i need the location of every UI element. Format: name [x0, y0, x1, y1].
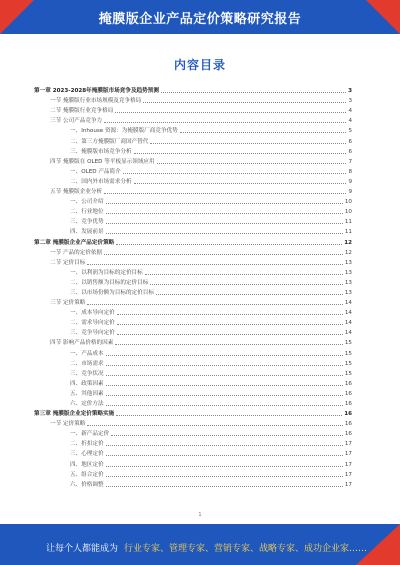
toc-leader-dots	[106, 365, 343, 366]
toc-leader-dots	[180, 132, 347, 133]
table-of-contents	[34, 84, 352, 488]
toc-entry[interactable]	[34, 407, 352, 417]
toc-leader-dots	[115, 344, 343, 345]
toc-leader-dots	[87, 425, 343, 426]
toc-entry[interactable]	[34, 155, 352, 165]
toc-leader-dots	[106, 466, 343, 467]
footer-slogan-accent: 行业专家、管理专家、营销专家、战略专家、成功企业家……	[124, 544, 368, 554]
toc-entry-page: 11	[344, 229, 352, 236]
toc-entry-page: 6	[348, 148, 352, 155]
toc-entry[interactable]	[34, 387, 352, 397]
toc-entry[interactable]	[34, 346, 352, 356]
toc-leader-dots	[134, 153, 347, 154]
toc-entry[interactable]	[34, 397, 352, 407]
toc-entry-text: 第三章 掩膜版企业定价策略实施	[34, 411, 115, 418]
toc-entry[interactable]	[34, 175, 352, 185]
toc-leader-dots	[87, 264, 343, 265]
toc-entry[interactable]	[34, 124, 352, 134]
toc-entry[interactable]	[34, 417, 352, 427]
toc-entry-text: 三、以市场份额为目标的定价目标	[70, 289, 154, 296]
report-title: 掩膜版企业产品定价策略研究报告	[98, 12, 302, 27]
toc-entry-page: 3	[348, 98, 352, 105]
toc-leader-dots	[156, 294, 343, 295]
toc-entry[interactable]	[34, 94, 352, 104]
toc-entry[interactable]	[34, 114, 352, 124]
toc-leader-dots	[150, 143, 346, 144]
toc-leader-dots	[106, 455, 343, 456]
toc-leader-dots	[117, 334, 343, 335]
toc-entry[interactable]	[34, 286, 352, 296]
page-footer	[0, 524, 400, 565]
toc-entry-text: 二、国内外市场需求分析	[70, 178, 132, 185]
toc-entry[interactable]	[34, 326, 352, 336]
toc-entry[interactable]	[34, 457, 352, 467]
toc-entry[interactable]	[34, 437, 352, 447]
toc-entry-text: 一、新产品定价	[70, 431, 110, 438]
toc-entry-text: 一节 定价策略	[50, 421, 86, 428]
toc-entry-page: 14	[344, 330, 352, 337]
toc-leader-dots	[116, 244, 342, 245]
toc-entry[interactable]	[34, 205, 352, 215]
toc-entry-page: 17	[344, 481, 352, 488]
toc-entry-page: 11	[344, 219, 352, 226]
toc-entry[interactable]	[34, 296, 352, 306]
toc-entry[interactable]	[34, 478, 352, 488]
toc-entry[interactable]	[34, 276, 352, 286]
toc-entry-text: 三、竞争状况	[70, 370, 104, 377]
toc-entry[interactable]	[34, 246, 352, 256]
toc-entry-text: 五、组合定价	[70, 471, 104, 478]
toc-leader-dots	[106, 476, 343, 477]
toc-entry-text: 四节 掩膜版在 OLED 等平板显示领域应用	[50, 158, 155, 165]
toc-entry-page: 15	[344, 360, 352, 367]
toc-entry-page: 8	[348, 168, 352, 175]
toc-entry-page: 13	[344, 279, 352, 286]
toc-entry-page: 14	[344, 300, 352, 307]
toc-entry-text: 二、以销售额为目标的定价目标	[70, 279, 149, 286]
toc-entry-text: 三节 公司产品竞争力	[50, 118, 103, 125]
toc-leader-dots	[106, 355, 343, 356]
toc-leader-dots	[134, 183, 347, 184]
toc-entry-page: 9	[348, 178, 352, 185]
toc-entry-text: 一、产品成本	[70, 350, 104, 357]
toc-entry[interactable]	[34, 225, 352, 235]
toc-entry-page: 15	[344, 350, 352, 357]
toc-leader-dots	[150, 284, 343, 285]
toc-entry-text: 第二章 掩膜版企业产品定价策略	[34, 239, 115, 246]
toc-entry-page: 13	[344, 269, 352, 276]
toc-leader-dots	[123, 173, 347, 174]
toc-entry-page: 17	[344, 451, 352, 458]
toc-entry-text: 三、竞争导向定价	[70, 330, 115, 337]
toc-entry-text: 五节 掩膜版企业分析	[50, 189, 103, 196]
toc-entry-text: 四、地区定价	[70, 461, 104, 468]
toc-entry[interactable]	[34, 367, 352, 377]
footer-slogan	[46, 541, 367, 554]
toc-leader-dots	[87, 304, 343, 305]
toc-entry[interactable]	[34, 195, 352, 205]
toc-leader-dots	[106, 223, 343, 224]
toc-leader-dots	[106, 395, 343, 396]
toc-entry[interactable]	[34, 468, 352, 478]
toc-entry[interactable]	[34, 165, 352, 175]
toc-entry-page: 16	[344, 411, 352, 418]
toc-entry-page: 13	[344, 289, 352, 296]
toc-leader-dots	[106, 203, 343, 204]
toc-leader-dots	[106, 375, 343, 376]
toc-leader-dots	[106, 385, 343, 386]
toc-entry-text: 四、发展前景	[70, 229, 104, 236]
toc-leader-dots	[111, 435, 343, 436]
toc-leader-dots	[104, 122, 346, 123]
toc-entry[interactable]	[34, 215, 352, 225]
toc-entry-text: 二、市场需求	[70, 360, 104, 367]
toc-entry-text: 三、心理定价	[70, 451, 104, 458]
toc-entry-text: 一节 产品的定价依据	[50, 249, 103, 256]
toc-entry-page: 6	[348, 138, 352, 145]
toc-entry[interactable]	[34, 84, 352, 94]
toc-entry-text: 第一章 2023-2028年掩膜版市场竞争及趋势预测	[34, 88, 159, 95]
toc-entry-page: 16	[344, 431, 352, 438]
toc-entry-page: 16	[344, 401, 352, 407]
toc-entry-page: 14	[344, 320, 352, 327]
toc-leader-dots	[106, 213, 343, 214]
toc-entry-text: 一、公司介绍	[70, 199, 104, 206]
toc-entry-page: 4	[348, 108, 352, 115]
toc-entry-text: 一、以利润为目标的定价目标	[70, 269, 143, 276]
toc-entry[interactable]	[34, 447, 352, 457]
toc-leader-dots	[145, 274, 343, 275]
toc-entry-text: 三、竞争优势	[70, 219, 104, 226]
toc-entry-page: 4	[348, 118, 352, 125]
toc-entry-text: 五、其他因素	[70, 390, 104, 397]
toc-entry-page: 3	[348, 88, 352, 95]
toc-leader-dots	[106, 233, 343, 234]
toc-leader-dots	[106, 486, 343, 487]
toc-entry-text: 六、定价方法	[70, 401, 104, 407]
toc-entry-page: 13	[344, 259, 352, 266]
toc-leader-dots	[116, 415, 342, 416]
toc-entry-page: 9	[348, 189, 352, 196]
toc-entry[interactable]	[34, 357, 352, 367]
toc-entry[interactable]	[34, 104, 352, 114]
toc-entry-page: 7	[348, 158, 352, 165]
toc-leader-dots	[104, 254, 343, 255]
toc-entry-page: 17	[344, 461, 352, 468]
toc-entry[interactable]	[34, 316, 352, 326]
toc-entry[interactable]	[34, 266, 352, 276]
toc-leader-dots	[117, 314, 343, 315]
page-number: 1	[198, 512, 202, 518]
toc-entry-page: 12	[344, 249, 352, 256]
toc-entry[interactable]	[34, 134, 352, 144]
toc-entry-page: 14	[344, 310, 352, 317]
page-header	[0, 0, 400, 34]
toc-entry-page: 17	[344, 471, 352, 478]
toc-entry[interactable]	[34, 427, 352, 437]
toc-entry[interactable]	[34, 235, 352, 245]
toc-entry-text: 四、政策因素	[70, 380, 104, 387]
toc-entry-text: 一、成本导向定价	[70, 310, 115, 317]
toc-entry-text: 二、行业地位	[70, 209, 104, 216]
toc-entry-text: 一节 掩膜版行业市场规模及竞争格局	[50, 98, 142, 105]
toc-entry-text: 三节 定价策略	[50, 300, 86, 307]
toc-entry[interactable]	[34, 185, 352, 195]
toc-entry[interactable]	[34, 377, 352, 387]
toc-entry-page: 17	[344, 441, 352, 448]
toc-entry-text: 二节 定价目标	[50, 259, 86, 266]
toc-leader-dots	[157, 163, 347, 164]
toc-entry-page: 12	[344, 239, 352, 246]
toc-entry-page: 10	[344, 199, 352, 206]
toc-leader-dots	[161, 92, 346, 93]
toc-entry-page: 16	[344, 390, 352, 397]
toc-leader-dots	[106, 445, 343, 446]
toc-entry[interactable]	[34, 256, 352, 266]
toc-entry[interactable]	[34, 306, 352, 316]
toc-heading: 内容目录	[173, 58, 226, 72]
toc-entry-text: 二节 掩膜版行业竞争格局	[50, 108, 114, 115]
footer-slogan-lead: 让每个人都能成为	[46, 544, 119, 554]
toc-entry-text: 一、OLED 产品简介	[70, 168, 121, 175]
toc-leader-dots	[117, 324, 343, 325]
toc-entry[interactable]	[34, 145, 352, 155]
toc-entry-text: 二、第三方掩膜版厂商国产替代	[70, 138, 149, 145]
toc-leader-dots	[143, 102, 346, 103]
toc-entry-text: 一、Inhouse 资源：为掩膜版厂商竞争优势	[70, 128, 178, 135]
toc-entry-page: 5	[348, 128, 352, 135]
toc-entry-page: 16	[344, 421, 352, 428]
toc-entry-page: 16	[344, 380, 352, 387]
toc-entry-text: 六、价格调整	[70, 481, 104, 488]
toc-entry-text: 三、掩膜版市场竞争分析	[70, 148, 132, 155]
toc-entry-text: 二、折扣定价	[70, 441, 104, 448]
toc-entry-page: 15	[344, 340, 352, 347]
toc-entry-page: 15	[344, 370, 352, 377]
toc-entry-text: 四节 影响产品价格的因素	[50, 340, 114, 347]
toc-entry[interactable]	[34, 336, 352, 346]
toc-leader-dots	[115, 112, 346, 113]
toc-entry-text: 二、需求导向定价	[70, 320, 115, 327]
toc-entry-page: 10	[344, 209, 352, 216]
toc-leader-dots	[104, 193, 346, 194]
toc-leader-dots	[106, 405, 343, 406]
